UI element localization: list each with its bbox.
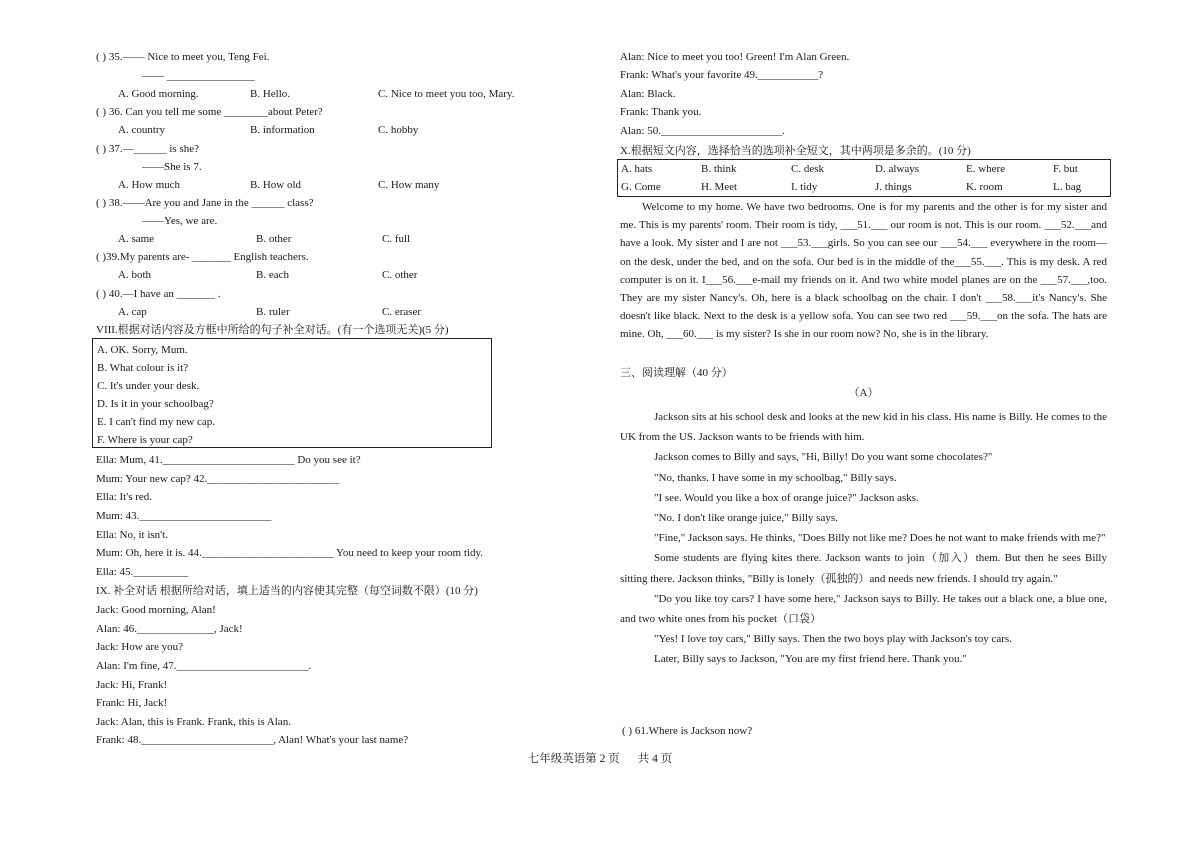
dialog-line: Ella: No, it isn't. — [96, 529, 168, 541]
word-option: L. bag — [1053, 181, 1082, 193]
option-a: A. cap — [118, 306, 147, 318]
word-option: K. room — [966, 181, 1003, 193]
option-c: C. eraser — [382, 306, 422, 318]
question-35: ( ) 35.—— Nice to meet you, Teng Fei. — [96, 51, 270, 63]
option-a: A. country — [118, 124, 166, 136]
answer-blank: —— ________________ — [142, 70, 255, 82]
paragraph: "Do you like toy cars? I have some here," Jackson says to Billy. He takes out a black one, a blue one, and two white ones from his pocket（口袋） — [620, 592, 1107, 626]
box-option: D. Is it in your schoolbag? — [97, 398, 214, 410]
dialog-line: Frank: 48.________________________, Alan! What's your last name? — [96, 734, 409, 746]
dialog-line: Jack: Alan, this is Frank. Frank, this is Alan. — [96, 716, 291, 728]
section-3-title: 三、阅读理解（40 分） — [620, 367, 733, 379]
paragraph: Jackson sits at his school desk and looks at the new kid in his class. His name is Billy. He comes to the UK from the US. Jackson wants to be friends with him. — [620, 411, 1107, 444]
paragraph: Jackson comes to Billy and says, "Hi, Billy! Do you want some chocolates?" — [654, 451, 993, 464]
word-option: D. always — [875, 163, 919, 175]
dialog-line: Alan: Nice to meet you too! Green! I'm Alan Green. — [620, 51, 850, 63]
box-option: B. What colour is it? — [97, 362, 189, 374]
question-39: ( )39.My parents are- _______ English teachers. — [96, 251, 309, 263]
options-box — [92, 338, 492, 448]
dialog-line: Alan: Black. — [620, 88, 676, 100]
passage-a — [620, 407, 1107, 670]
page-number: 七年级英语第 2 页 — [527, 753, 620, 765]
passage-10: Welcome to my home. We have two bedrooms. One is for my parents and the other is for my sister and me. This is my parents' room. Their room is tidy, ___51.___ our room is not. This is our room. ___52.___and have a look. My sister and I are not ___53.___girls. So you can see our ___54.___ everywhere in the room—on the desk, under the bed, and on the sofa. Our bed is in the middle of the___55.___. This is my desk. A red computer is on it. I___56.___e-mail my friends on it. And two white model planes are on the ___57.___,too. They are my sister Nancy's. Oh, here is a black schoolbag on the chair. I don't ___58.___it's Nancy's. She doesn't like black. Next to the desk is a yellow sofa. You can see two red ___59.___on the sofa. The hats are mine. Oh, ___60.___ is my sister? Is she in our room now? No, she is in the library. — [620, 201, 1107, 341]
paragraph: "Yes! I love toy cars," Billy says. Then the two boys play with Jackson's toy cars. — [654, 633, 1012, 646]
word-option: H. Meet — [701, 181, 738, 193]
question-38: ( ) 38.——Are you and Jane in the ______ class? — [96, 197, 314, 209]
page-total: 共 4 页 — [637, 753, 673, 765]
dialog-line: Frank: Hi, Jack! — [96, 697, 168, 709]
dialog-line: Alan: 50.______________________. — [620, 125, 785, 137]
question-61: ( ) 61.Where is Jackson now? — [622, 725, 753, 737]
word-option: A. hats — [621, 163, 653, 175]
option-b: B. How old — [250, 179, 302, 191]
box-option: C. It's under your desk. — [97, 380, 200, 392]
dialog-line: Mum: Your new cap? 42.________________________ — [96, 473, 340, 485]
option-b: B. ruler — [256, 306, 290, 318]
dialog-line: Mum: 43.________________________ — [96, 510, 272, 522]
question-37: ( ) 37.—______ is she? — [96, 143, 199, 155]
option-b: B. Hello. — [250, 88, 291, 100]
word-option: I. tidy — [791, 181, 818, 193]
option-a: A. both — [118, 269, 151, 281]
box-option: A. OK. Sorry, Mum. — [97, 344, 188, 356]
option-a: A. How much — [118, 179, 181, 191]
option-c: C. other — [382, 269, 418, 281]
question-36: ( ) 36. Can you tell me some ________about Peter? — [96, 106, 323, 118]
option-a: A. same — [118, 233, 155, 245]
word-option: J. things — [875, 181, 912, 193]
dialog-line: Alan: 46.______________, Jack! — [96, 623, 243, 635]
section-8-title: VIII.根据对话内容及方框中所给的句子补全对话。(有一个选项无关)(5 分) — [96, 324, 449, 336]
option-c: C. full — [382, 233, 411, 245]
section-10-title: X.根据短文内容，选择恰当的选项补全短文，其中两项是多余的。(10 分) — [620, 145, 971, 157]
box-option: F. Where is your cap? — [97, 434, 193, 446]
option-b: B. each — [256, 269, 289, 281]
word-bank — [617, 159, 1111, 197]
dialog-line: Jack: How are you? — [96, 641, 184, 653]
paragraph: "No. I don't like orange juice," Billy says. — [654, 512, 838, 525]
page-footer — [0, 750, 1200, 766]
dialog-line: Frank: Thank you. — [620, 106, 702, 118]
question-40: ( ) 40.—I have an _______ . — [96, 288, 221, 300]
reply-text: ——Yes, we are. — [142, 215, 218, 227]
word-option: G. Come — [621, 181, 661, 193]
paragraph: Some students are flying kites there. Jackson wants to join（加入）them. But then he sees Billy sitting there. Jackson thinks, "Billy is lonely（孤独的）and needs new friends. I should try again." — [620, 552, 1107, 585]
word-option: E. where — [966, 163, 1006, 175]
option-c: C. hobby — [378, 124, 419, 136]
word-option: B. think — [701, 163, 737, 175]
passage-label: （A） — [848, 387, 879, 399]
dialog-line: Alan: I'm fine, 47.________________________. — [96, 660, 312, 672]
dialog-line: Jack: Hi, Frank! — [96, 679, 168, 691]
option-b: B. information — [250, 124, 315, 136]
dialog-line: Mum: Oh, here it is. 44.________________________ You need to keep your room tidy. — [96, 547, 484, 559]
paragraph: "I see. Would you like a box of orange juice?" Jackson asks. — [654, 491, 919, 504]
option-b: B. other — [256, 233, 292, 245]
word-option: F. but — [1053, 163, 1078, 175]
paragraph: "No, thanks. I have some in my schoolbag," Billy says. — [654, 471, 897, 484]
dialog-line: Jack: Good morning, Alan! — [96, 604, 216, 616]
word-option: C. desk — [791, 163, 824, 175]
box-option: E. I can't find my new cap. — [97, 416, 216, 428]
section-9-title: IX. 补全对话 根据所给对话，填上适当的内容使其完整（每空词数不限）(10 分) — [96, 585, 478, 597]
dialog-line: Ella: It's red. — [96, 491, 153, 503]
paragraph: Later, Billy says to Jackson, "You are my first friend here. Thank you." — [654, 653, 967, 666]
option-c: C. How many — [378, 179, 440, 191]
reply-text: ——She is 7. — [142, 161, 202, 173]
dialog-line: Ella: 45.__________ — [96, 566, 189, 578]
paragraph: "Fine," Jackson says. He thinks, "Does Billy not like me? Does he not want to make friends with me?" — [654, 532, 1106, 545]
option-a: A. Good morning. — [118, 88, 199, 100]
dialog-line: Frank: What's your favorite 49.___________? — [620, 69, 824, 81]
dialog-line: Ella: Mum, 41.________________________ Do you see it? — [96, 454, 361, 466]
option-c: C. Nice to meet you too, Mary. — [378, 88, 515, 100]
